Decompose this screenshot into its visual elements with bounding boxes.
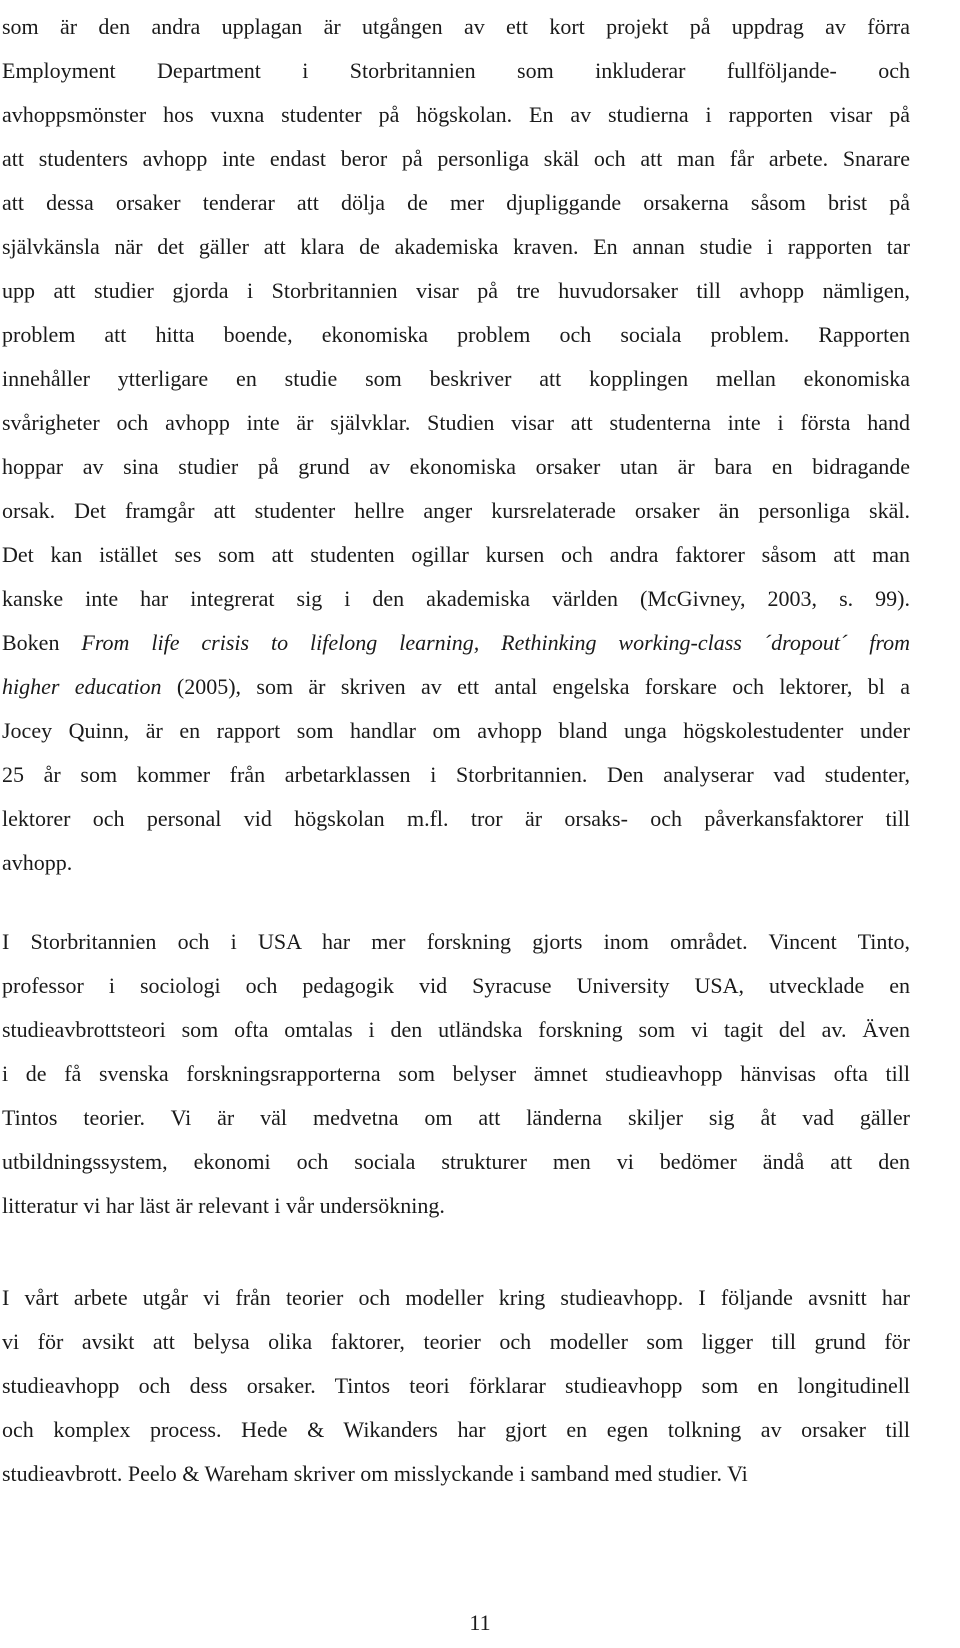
text-segment: i de få svenska forskningsrapporterna som belyser ämnet studieavhopp hänvisas ofta till xyxy=(2,1061,910,1086)
italic-book-title: higher education xyxy=(2,674,162,699)
text-line xyxy=(2,1452,910,1496)
text-segment: lektorer och personal vid högskolan m.fl. tror är orsaks- och påverkansfaktorer till xyxy=(2,806,910,831)
text-line xyxy=(2,577,910,621)
text-line xyxy=(2,93,910,137)
text-line xyxy=(2,49,910,93)
text-line xyxy=(2,489,910,533)
text-line xyxy=(2,137,910,181)
text-segment: utbildningssystem, ekonomi och sociala strukturer men vi bedömer ändå att den xyxy=(2,1149,910,1174)
text-line xyxy=(2,1052,910,1096)
text-line xyxy=(2,533,910,577)
text-segment: studieavhopp och dess orsaker. Tintos teori förklarar studieavhopp som en longitudinell xyxy=(2,1373,910,1398)
text-line xyxy=(2,1184,910,1228)
text-line xyxy=(2,1276,910,1320)
text-segment: kanske inte har integrerat sig i den akademiska världen (McGivney, 2003, s. 99). xyxy=(2,586,910,611)
text-line xyxy=(2,964,910,1008)
text-segment: vi för avsikt att belysa olika faktorer, teorier och modeller som ligger till grund för xyxy=(2,1329,910,1354)
text-segment: I Storbritannien och i USA har mer forskning gjorts inom området. Vincent Tinto, xyxy=(2,929,910,954)
text-line xyxy=(2,181,910,225)
text-line xyxy=(2,5,910,49)
text-segment: Boken xyxy=(2,630,82,655)
text-segment: Jocey Quinn, är en rapport som handlar om avhopp bland unga högskolestudenter under xyxy=(2,718,910,743)
text-line xyxy=(2,1408,910,1452)
text-segment: Employment Department i Storbritannien som inkluderar fullföljande- och xyxy=(2,58,910,83)
text-line xyxy=(2,313,910,357)
text-line xyxy=(2,225,910,269)
text-segment: (2005), som är skriven av ett antal engelska forskare och lektorer, bl a xyxy=(161,674,910,699)
text-line xyxy=(2,357,910,401)
text-segment: att studenters avhopp inte endast beror på personliga skäl och att man får arbete. Snarare xyxy=(2,146,910,171)
text-segment: studieavbrott. Peelo & Wareham skriver om misslyckande i samband med studier. Vi xyxy=(2,1461,748,1486)
text-segment: svårigheter och avhopp inte är självklar. Studien visar att studenterna inte i första hand xyxy=(2,410,910,435)
text-segment: 25 år som kommer från arbetarklassen i Storbritannien. Den analyserar vad studenter, xyxy=(2,762,910,787)
text-line xyxy=(2,797,910,841)
text-segment: hoppar av sina studier på grund av ekonomiska orsaker utan är bara en bidragande xyxy=(2,454,910,479)
text-segment: som är den andra upplagan är utgången av ett kort projekt på uppdrag av förra xyxy=(2,14,910,39)
text-segment: litteratur vi har läst är relevant i vår undersökning. xyxy=(2,1193,445,1218)
text-line xyxy=(2,1364,910,1408)
text-segment: upp att studier gjorda i Storbritannien visar på tre huvudorsaker till avhopp nämligen, xyxy=(2,278,910,303)
text-line xyxy=(2,445,910,489)
text-segment: avhopp. xyxy=(2,850,73,875)
text-line xyxy=(2,665,910,709)
text-segment: professor i sociologi och pedagogik vid Syracuse University USA, utvecklade en xyxy=(2,973,910,998)
text-segment: innehåller ytterligare en studie som beskriver att kopplingen mellan ekonomiska xyxy=(2,366,910,391)
text-segment: I vårt arbete utgår vi från teorier och modeller kring studieavhopp. I följande avsnitt har xyxy=(2,1285,910,1310)
text-line xyxy=(2,1140,910,1184)
text-line xyxy=(2,841,910,885)
text-segment: att dessa orsaker tenderar att dölja de mer djupliggande orsakerna såsom brist på xyxy=(2,190,910,215)
text-line xyxy=(2,1320,910,1364)
text-line xyxy=(2,1096,910,1140)
text-line xyxy=(2,709,910,753)
text-line xyxy=(2,1008,910,1052)
text-segment: avhoppsmönster hos vuxna studenter på högskolan. En av studierna i rapporten visar på xyxy=(2,102,910,127)
text-line xyxy=(2,401,910,445)
text-segment: självkänsla när det gäller att klara de akademiska kraven. En annan studie i rapporten tar xyxy=(2,234,910,259)
text-line xyxy=(2,753,910,797)
text-line xyxy=(2,621,910,665)
text-line xyxy=(2,920,910,964)
text-segment: studieavbrottsteori som ofta omtalas i den utländska forskning som vi tagit del av. Även xyxy=(2,1017,910,1042)
text-segment: problem att hitta boende, ekonomiska problem och sociala problem. Rapporten xyxy=(2,322,910,347)
text-segment: och komplex process. Hede & Wikanders har gjort en egen tolkning av orsaker till xyxy=(2,1417,910,1442)
text-line xyxy=(2,269,910,313)
text-segment: Tintos teorier. Vi är väl medvetna om att länderna skiljer sig åt vad gäller xyxy=(2,1105,910,1130)
italic-book-title: From life crisis to lifelong learning, Rethinking working-class ´dropout´ from xyxy=(81,630,910,655)
text-segment: Det kan istället ses som att studenten ogillar kursen och andra faktorer såsom att man xyxy=(2,542,910,567)
page-number: 11 xyxy=(469,1610,491,1635)
text-segment: orsak. Det framgår att studenter hellre anger kursrelaterade orsaker än personliga skäl. xyxy=(2,498,910,523)
